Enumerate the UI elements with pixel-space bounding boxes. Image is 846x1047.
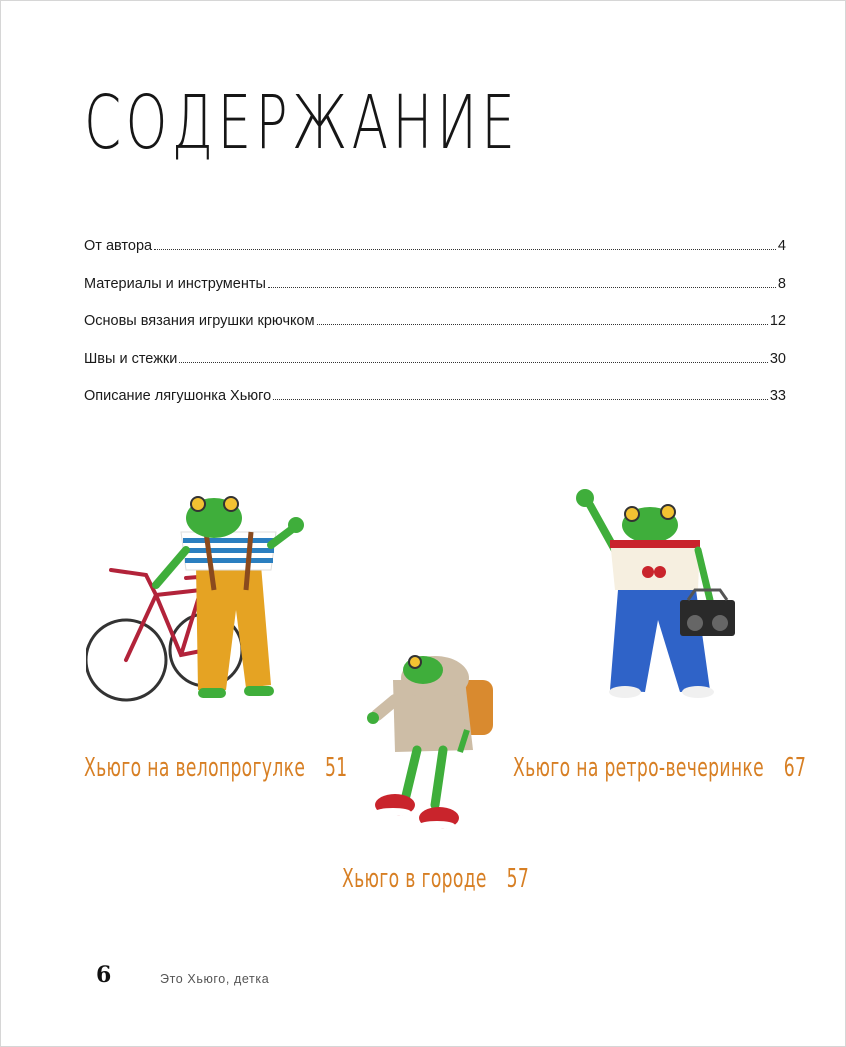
toc-leader-dots: [273, 399, 768, 400]
toc-entry-label: Основы вязания игрушки крючком: [84, 313, 315, 329]
toc-entry-label: Материалы и инструменты: [84, 275, 266, 292]
table-of-contents: [84, 238, 786, 426]
section-title: Хьюго на ретро-вечеринке: [513, 753, 764, 783]
toc-entry[interactable]: [84, 238, 786, 276]
section-title: Хьюго в городе: [342, 864, 487, 894]
toc-entry-page: 4: [777, 238, 786, 254]
section-page: 57: [506, 864, 530, 894]
footer-book-title: Это Хьюго, детка: [160, 972, 270, 986]
toc-entry[interactable]: [84, 388, 786, 426]
toc-entry-page: 8: [777, 275, 786, 292]
frog-city-illustration: [365, 640, 500, 840]
section-caption-retro[interactable]: [513, 753, 806, 783]
toc-entry-page: 12: [769, 313, 786, 329]
toc-entry-label: Швы и стежки: [84, 350, 178, 367]
toc-entry[interactable]: [84, 313, 786, 351]
toc-leader-dots: [268, 287, 776, 288]
toc-entry[interactable]: [84, 351, 786, 389]
section-caption-city[interactable]: [342, 864, 529, 894]
section-page: 51: [325, 753, 348, 783]
page-title: СОДЕРЖАНИЕ: [84, 80, 520, 166]
section-page: 67: [783, 753, 807, 783]
toc-entry-page: 30: [769, 350, 786, 367]
frog-bicycle-illustration: [86, 490, 316, 715]
section-title: Хьюго на велопрогулке: [84, 753, 306, 783]
toc-leader-dots: [317, 324, 768, 325]
toc-entry[interactable]: [84, 276, 786, 314]
toc-leader-dots: [179, 362, 768, 363]
section-caption-bike[interactable]: [84, 753, 348, 783]
toc-entry-label: Описание лягушонка Хьюго: [84, 388, 272, 404]
footer-page-number: 6: [96, 962, 112, 988]
toc-entry-label: От автора: [84, 238, 153, 254]
toc-entry-page: 33: [769, 388, 786, 404]
frog-retro-illustration: [560, 480, 760, 705]
toc-leader-dots: [154, 249, 776, 250]
